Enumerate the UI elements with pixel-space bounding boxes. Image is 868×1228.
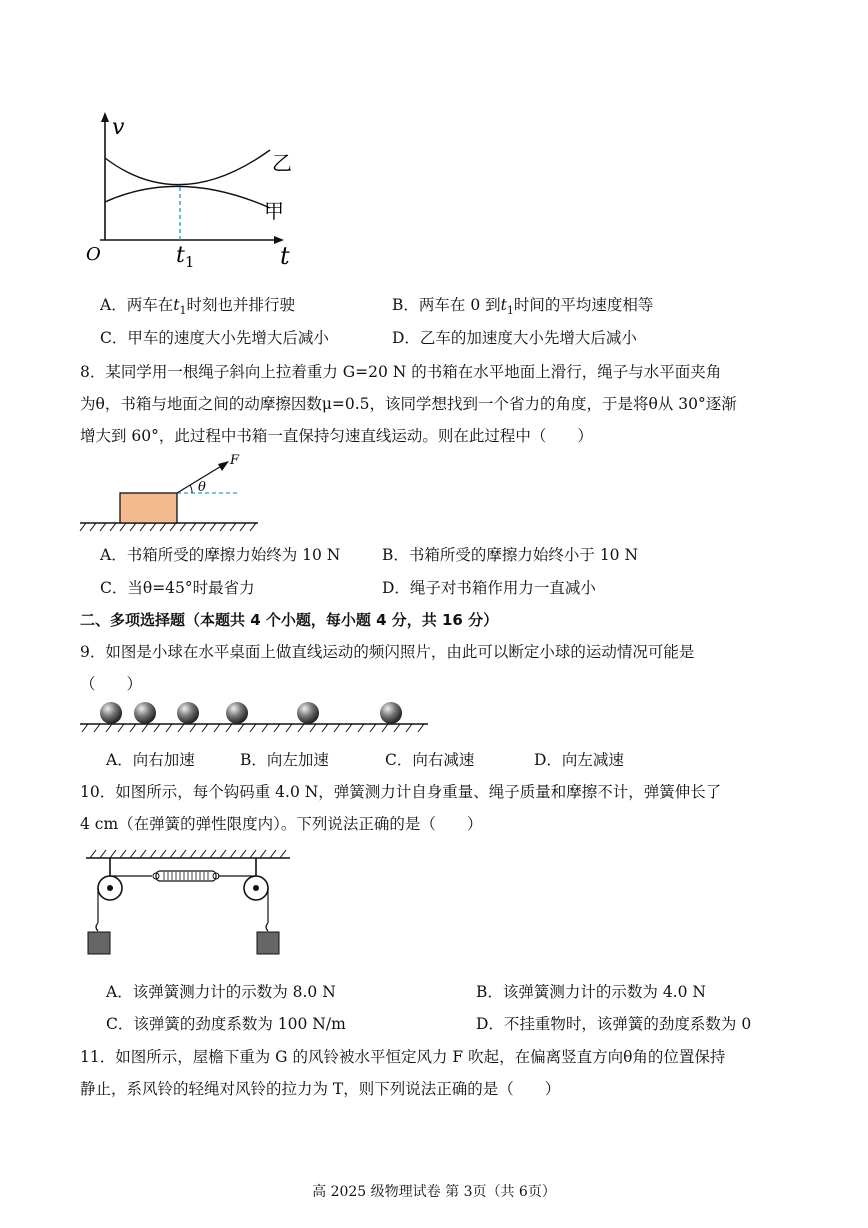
q8-line-1: 8．某同学用一根绳子斜向上拉着重力 G=20 N 的书箱在水平地面上滑行，绳子与水平面夹角 (80, 363, 722, 381)
q8-line-2: 为θ，书箱与地面之间的动摩擦因数μ=0.5，该同学想找到一个省力的角度，于是将θ从 30°逐渐 (80, 395, 737, 413)
q10-option-a: A．该弹簧测力计的示数为 8.0 N (106, 983, 336, 1001)
q9-option-a: A．向右加速 (106, 751, 195, 769)
q7-option-a: A．两车在$t_1$时刻也并排行驶 (100, 296, 295, 318)
q9-option-c: C．向右减速 (385, 751, 475, 769)
q8-option-c: C．当θ=45°时最省力 (100, 579, 255, 597)
q10-line-1: 10．如图所示，每个钩码重 4.0 N，弹簧测力计自身重量、绳子质量和摩擦不计，弹簧伸长了 (80, 783, 722, 801)
graph-v-label: v (112, 115, 125, 140)
section-2-heading: 二、多项选择题（本题共 4 个小题，每小题 4 分，共 16 分） (80, 611, 499, 629)
q8-option-d: D．绳子对书箱作用力一直减小 (382, 579, 596, 597)
q10-option-b: B．该弹簧测力计的示数为 4.0 N (476, 983, 706, 1001)
curve-jia (105, 186, 270, 208)
weight-left (88, 932, 110, 954)
graph-jia-label: 甲 (264, 199, 284, 223)
ball-5 (297, 702, 319, 724)
ball-3 (177, 702, 199, 724)
book-box (120, 493, 177, 523)
ball-2 (134, 702, 156, 724)
q10-option-d: D．不挂重物时，该弹簧的劲度系数为 0 (476, 1015, 752, 1033)
curve-yi (105, 150, 270, 185)
q8-book-box-figure (80, 450, 280, 535)
q8-option-b: B．书箱所受的摩擦力始终小于 10 N (382, 546, 639, 564)
q9-line-2: （ ） (80, 675, 143, 693)
q9-option-b: B．向左加速 (240, 751, 329, 769)
q7-option-c: C．甲车的速度大小先增大后减小 (100, 329, 329, 347)
page-footer: 高 2025 级物理试卷 第 3页（共 6页） (312, 1184, 556, 1200)
weight-right (257, 932, 279, 954)
q8-line-3: 增大到 60°，此过程中书箱一直保持匀速直线运动。则在此过程中（ ） (80, 427, 593, 445)
q8-option-a: A．书箱所受的摩擦力始终为 10 N (100, 546, 341, 564)
q10-line-2: 4 cm（在弹簧的弹性限度内）。下列说法正确的是（ ） (80, 815, 483, 833)
q9-line-1: 9．如图是小球在水平桌面上做直线运动的频闪照片，由此可以断定小球的运动情况可能是 (80, 643, 695, 661)
graph-t-label: t (280, 242, 290, 270)
graph-origin-label: O (86, 244, 101, 265)
force-f-label: F (230, 453, 240, 468)
q10-option-c: C．该弹簧的劲度系数为 100 N/m (106, 1015, 346, 1033)
q7-velocity-time-graph (80, 110, 310, 270)
graph-t1-label: $t_1$ (176, 243, 195, 271)
ball-4 (226, 702, 248, 724)
ball-1 (100, 702, 122, 724)
angle-theta-label: θ (198, 480, 206, 495)
q9-strobe-balls-figure (80, 700, 440, 740)
q9-option-d: D．向左减速 (534, 751, 624, 769)
spring-scale (156, 871, 216, 881)
q11-line-2: 静止，系风铃的轻绳对风铃的拉力为 T，则下列说法正确的是（ ） (80, 1080, 561, 1098)
q11-line-1: 11．如图所示，屋檐下重为 G 的风铃被水平恒定风力 F 吹起，在偏离竖直方向θ角的位置保持 (80, 1048, 726, 1066)
q7-option-d: D．乙车的加速度大小先增大后减小 (392, 329, 637, 347)
q7-option-b: B．两车在 0 到$t_1$时间的平均速度相等 (392, 296, 654, 318)
q10-pulley-spring-figure (80, 848, 300, 963)
ball-6 (380, 702, 402, 724)
graph-yi-label: 乙 (272, 151, 292, 175)
